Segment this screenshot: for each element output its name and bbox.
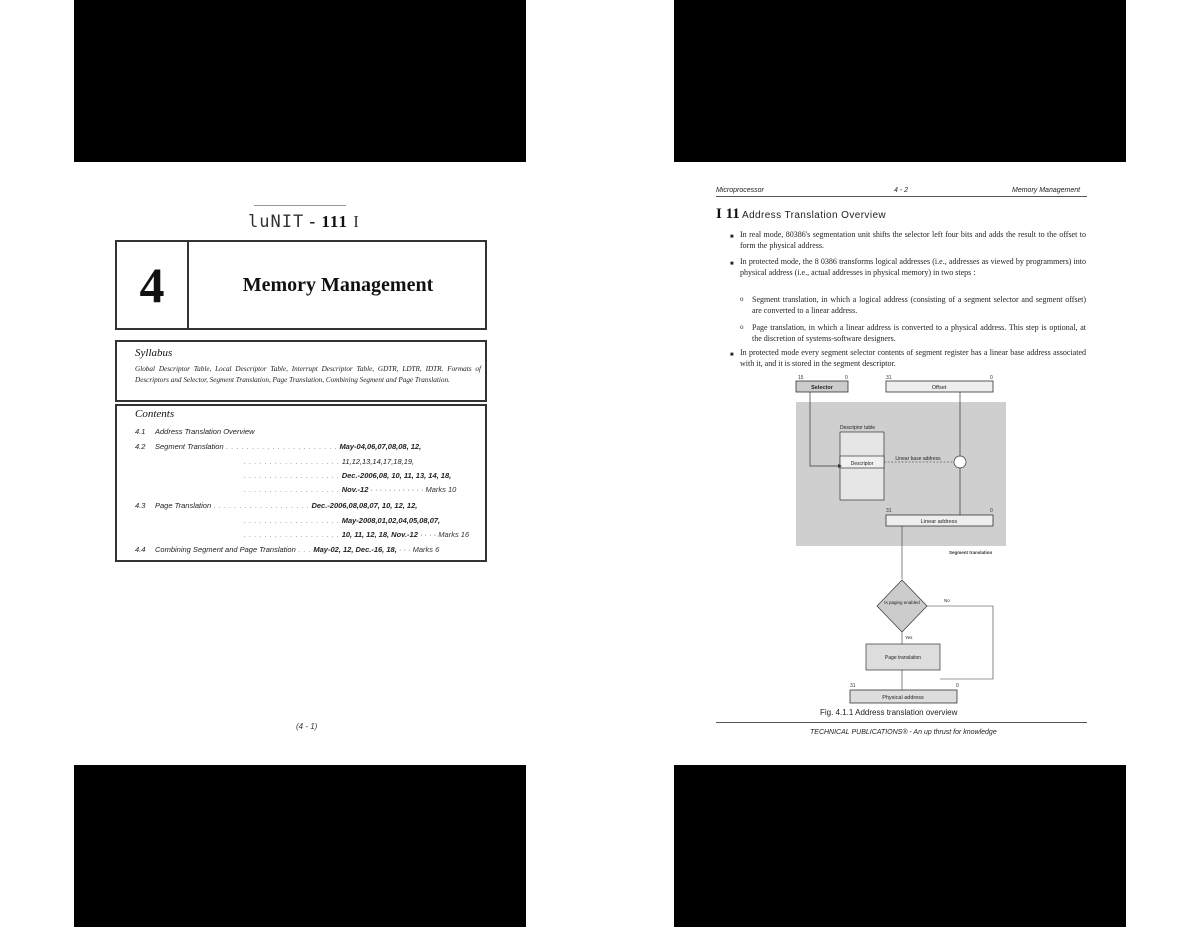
contents-row-dots: . . . . . . . . . . . . . . . . . . . bbox=[244, 485, 340, 494]
bullet-marker: ■ bbox=[730, 352, 734, 358]
black-mask-bottom-right bbox=[674, 765, 1126, 927]
unit-heading-part2: - 111 bbox=[304, 212, 348, 231]
contents-row bbox=[135, 442, 421, 451]
contents-row bbox=[244, 516, 440, 525]
unit-heading bbox=[248, 212, 360, 232]
footer-text: TECHNICAL PUBLICATIONS® - An up thrust for knowledge bbox=[810, 729, 997, 736]
bit-label-31: 31 bbox=[886, 508, 892, 514]
running-header-right: Memory Management bbox=[1012, 187, 1081, 194]
contents-row-ref: May-2008,01,02,04,05,08,07, bbox=[341, 516, 441, 525]
left-page bbox=[74, 162, 526, 765]
offset-label: Offset bbox=[931, 385, 947, 391]
contents-row-num: 4.4 bbox=[135, 545, 146, 554]
paragraph: In real mode, 80386's segmentation unit shifts the selector left four bits and adds the result to the offset to form the physical address. bbox=[740, 230, 1086, 250]
paragraph: In protected mode, the 8 0386 transforms logical addresses (i.e., addresses as viewed by programmers) into physical address (i.e., actual addresses in physical memory) in two steps : bbox=[740, 257, 1086, 277]
bit-label-0: 0 bbox=[990, 375, 993, 381]
contents-row bbox=[244, 457, 414, 466]
section-number: I 11 bbox=[716, 206, 740, 222]
paragraph: In protected mode every segment selector contents of segment register has a linear base address associated with it, and it is stored in the segment descriptor. bbox=[740, 348, 1086, 368]
running-header-left: Microprocessor bbox=[716, 187, 764, 194]
chapter-box bbox=[115, 240, 487, 330]
decision-label: Is paging enabled bbox=[884, 600, 920, 605]
bullet-marker: ■ bbox=[730, 234, 734, 240]
figure-caption: Fig. 4.1.1 Address translation overview bbox=[820, 708, 958, 717]
paragraph-text: Page translation, in which a linear address is converted to a physical address. This step is optional, at the discretion of systems-software designers. bbox=[752, 323, 1086, 343]
bullet-marker: ■ bbox=[730, 261, 734, 267]
contents-row-num: 4.3 bbox=[135, 501, 146, 510]
bit-label-15: 15 bbox=[798, 375, 804, 381]
bit-label-31: 31 bbox=[886, 375, 892, 381]
contents-row-ref: May-04,06,07,08,08, 12, bbox=[339, 442, 422, 451]
contents-row bbox=[244, 530, 469, 539]
contents-row-ref: Nov.-12 bbox=[341, 485, 369, 494]
descriptor-table-label: Descriptor table bbox=[840, 425, 876, 431]
paragraph-text: Segment translation, in which a logical address (consisting of a segment selector and segment offset) are converted to a linear address. bbox=[752, 295, 1086, 315]
contents-row-dots: . . . . . . . . . . . . . . . . . . . bbox=[244, 471, 340, 480]
address-translation-diagram bbox=[784, 374, 1014, 714]
contents-row-num: 4.1 bbox=[135, 427, 146, 436]
contents-row bbox=[135, 501, 417, 510]
linear-base-label: Linear base address bbox=[895, 456, 941, 462]
syllabus-title: Syllabus bbox=[135, 347, 173, 359]
bit-label-0: 0 bbox=[990, 508, 993, 514]
contents-title: Contents bbox=[135, 408, 175, 420]
yes-label: Yes bbox=[905, 635, 913, 640]
contents-row-marks: · · · · Marks 16 bbox=[417, 530, 470, 539]
contents-row-dots: . . . . . . . . . . . . . . . . . . . bbox=[244, 516, 340, 525]
sub-bullet-marker: o bbox=[740, 323, 744, 331]
right-page bbox=[674, 162, 1126, 765]
contents-row-ref: Dec.-2006,08,08,07, 10, 12, 12, bbox=[311, 501, 418, 510]
contents-row-dots: . . . . . . . . . . . . . . . . . . . bbox=[211, 501, 310, 510]
contents-row-dots: . . . . . . . . . . . . . . . . . . . . . . bbox=[223, 442, 338, 451]
contents-row-num: 4.2 bbox=[135, 442, 146, 451]
contents-row-ref: 11,12,13,14,17,18,19, bbox=[341, 457, 415, 466]
unit-heading-part3: I bbox=[347, 212, 360, 231]
no-label: No bbox=[944, 598, 950, 603]
page-translation-label: Page translation bbox=[884, 655, 922, 661]
syllabus-box bbox=[115, 340, 487, 402]
physical-address-label: Physical address bbox=[882, 695, 924, 701]
sub-bullet-marker: o bbox=[740, 295, 744, 303]
black-mask-bottom-left bbox=[74, 765, 526, 927]
contents-row-title: Page Translation bbox=[155, 501, 212, 510]
contents-row-marks: · · · Marks 6 bbox=[396, 545, 440, 554]
unit-heading-part1: luNIT bbox=[248, 212, 305, 232]
contents-row bbox=[244, 471, 451, 480]
bit-label-0: 0 bbox=[956, 683, 959, 689]
selector-label: Selector bbox=[811, 385, 833, 391]
contents-row-title: Address Translation Overview bbox=[155, 427, 255, 436]
black-mask-top-left bbox=[74, 0, 526, 162]
footer-rule bbox=[716, 722, 1087, 723]
adder-circle bbox=[954, 456, 966, 468]
chapter-title: Memory Management bbox=[242, 274, 434, 296]
linear-address-label: Linear address bbox=[920, 519, 958, 525]
chapter-number: 4 bbox=[117, 242, 189, 328]
contents-row-dots: . . . . . . . . . . . . . . . . . . . bbox=[244, 457, 340, 466]
paging-decision-diamond bbox=[877, 580, 927, 632]
contents-row bbox=[244, 485, 456, 494]
contents-box bbox=[115, 404, 487, 562]
descriptor-label: Descriptor bbox=[850, 461, 874, 467]
running-header-page-number: 4 - 2 bbox=[894, 187, 909, 194]
syllabus-text: Global Descriptor Table, Local Descriptor Table, Interrupt Descriptor Table, GDTR, LDTR, IDTR. Formats of Descriptors and Selector, Segment Translation, Page Translation, Combining Segment and Page Translation. bbox=[135, 365, 481, 384]
page-folio: (4 - 1) bbox=[296, 722, 318, 731]
contents-row-marks: · · · · · · · · · · · · Marks 10 bbox=[368, 485, 457, 494]
contents-row-dots: . . . bbox=[295, 545, 312, 554]
contents-row bbox=[135, 545, 439, 554]
contents-row-ref: 10, 11, 12, 18, Nov.-12 bbox=[341, 530, 418, 539]
paragraph-page-translation bbox=[752, 323, 1086, 344]
contents-row-title: Combining Segment and Page Translation bbox=[155, 545, 296, 554]
segment-translation-label: Segment translation bbox=[949, 550, 993, 555]
paragraph-segment-translation bbox=[752, 295, 1086, 316]
header-rule bbox=[716, 196, 1087, 197]
section-title: Address Translation Overview bbox=[742, 210, 887, 221]
contents-row-title: Segment Translation bbox=[155, 442, 224, 451]
bit-label-0: 0 bbox=[845, 375, 848, 381]
contents-row-ref: May-02, 12, Dec.-16, 18, bbox=[313, 545, 397, 554]
contents-row bbox=[135, 427, 254, 436]
contents-row-dots: . . . . . . . . . . . . . . . . . . . bbox=[244, 530, 340, 539]
unit-rule bbox=[254, 205, 346, 206]
black-mask-top-right bbox=[674, 0, 1126, 162]
bit-label-31: 31 bbox=[850, 683, 856, 689]
contents-row-ref: Dec.-2006,08, 10, 11, 13, 14, 18, bbox=[341, 471, 452, 480]
